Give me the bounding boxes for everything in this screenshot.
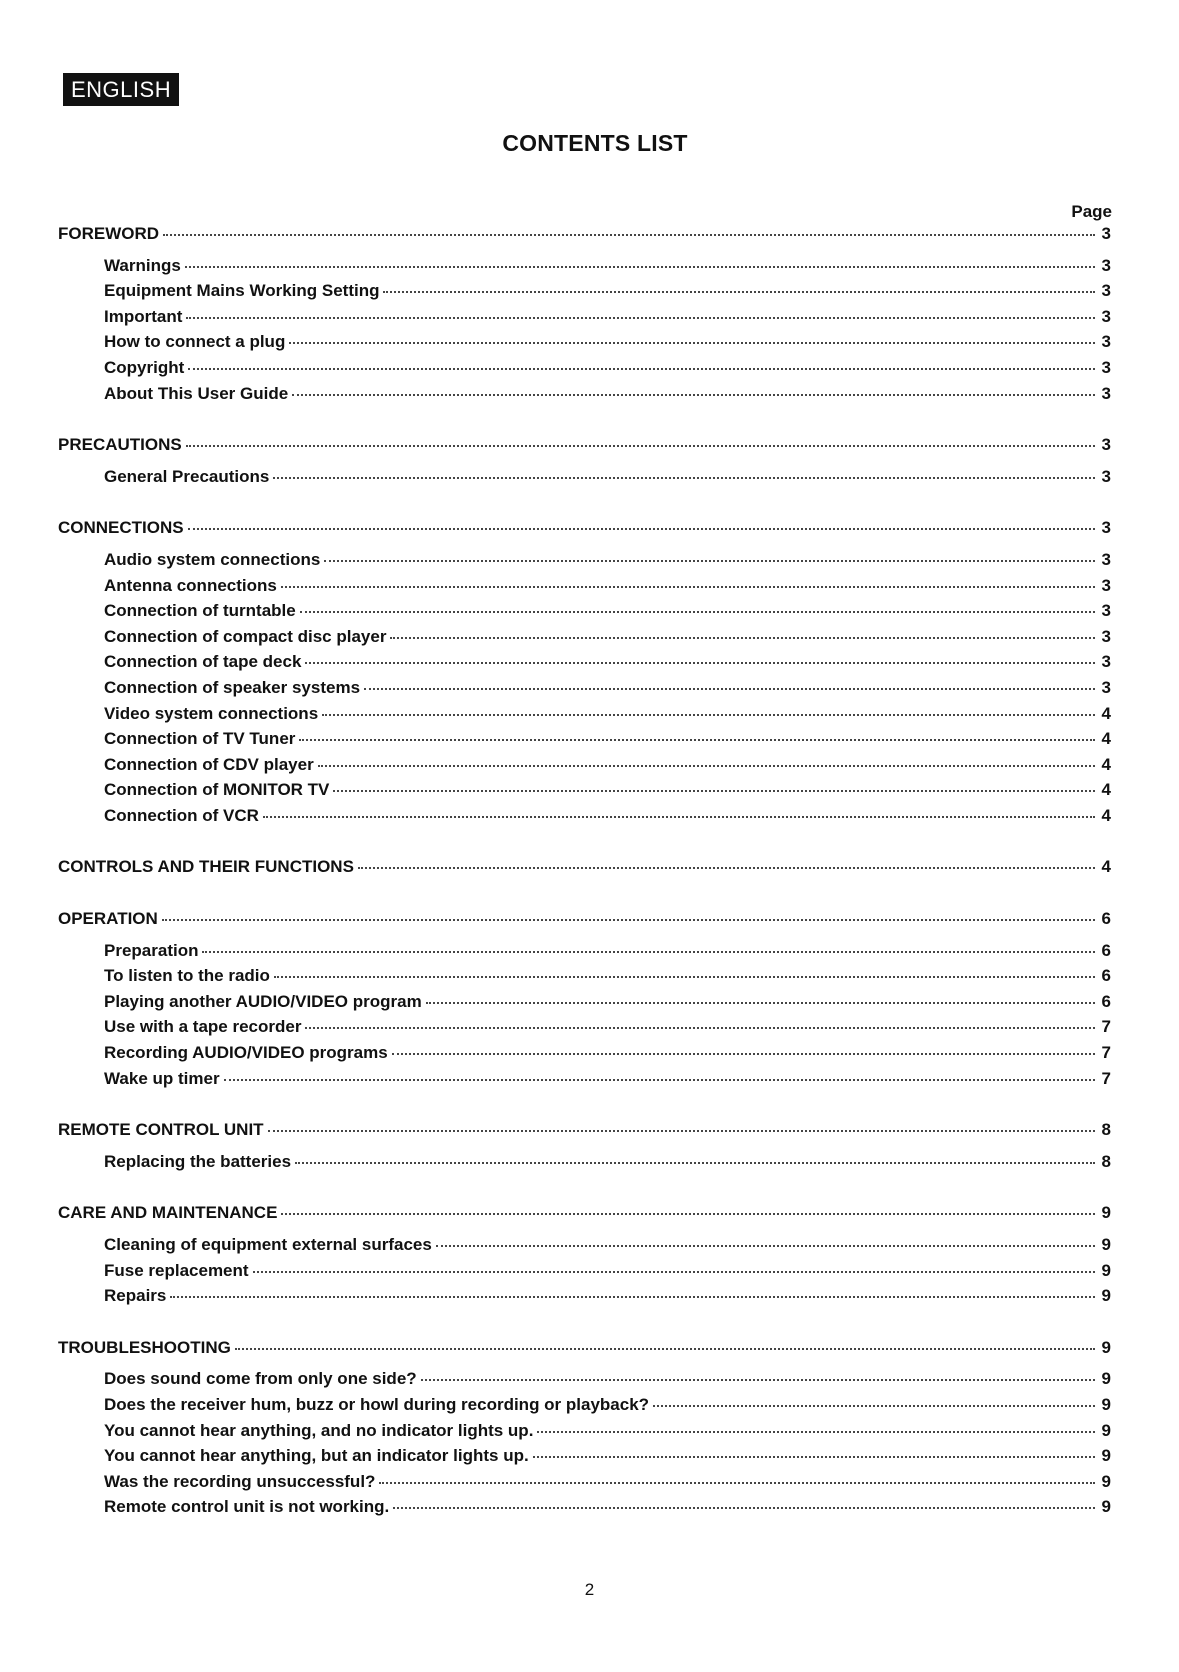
toc-section-title: OPERATION xyxy=(58,909,158,929)
toc-page-ref: 6 xyxy=(1101,909,1111,929)
toc-page-ref: 4 xyxy=(1101,857,1111,877)
toc-page-ref: 3 xyxy=(1101,383,1111,403)
dot-leader xyxy=(292,393,1095,396)
dot-leader xyxy=(305,661,1095,664)
toc-page-ref: 4 xyxy=(1101,729,1111,749)
toc-section xyxy=(58,1203,1111,1311)
toc-entry-label: Does the receiver hum, buzz or howl during recording or playback? xyxy=(104,1394,650,1414)
dot-leader xyxy=(364,687,1095,690)
toc-page-ref: 4 xyxy=(1101,703,1111,723)
toc-entry xyxy=(58,467,1111,493)
toc-entry xyxy=(58,1395,1111,1421)
dot-leader xyxy=(300,610,1095,613)
toc-page-ref: 9 xyxy=(1101,1203,1111,1223)
toc-entry xyxy=(58,1235,1111,1261)
toc-entry-label: Equipment Mains Working Setting xyxy=(104,281,380,301)
toc-entry-label: Copyright xyxy=(104,357,185,377)
toc-section xyxy=(58,1338,1111,1523)
dot-leader xyxy=(333,789,1095,792)
toc-entry xyxy=(58,966,1111,992)
toc-section-heading xyxy=(58,1120,1111,1146)
dot-leader xyxy=(163,233,1095,236)
contents-list xyxy=(58,224,1111,1549)
dot-leader xyxy=(274,975,1095,978)
dot-leader xyxy=(281,585,1095,588)
language-badge: ENGLISH xyxy=(63,73,179,106)
toc-entry xyxy=(58,806,1111,832)
toc-entry-label: How to connect a plug xyxy=(104,332,286,352)
dot-leader xyxy=(383,290,1095,293)
dot-leader xyxy=(202,950,1095,953)
toc-section xyxy=(58,1120,1111,1177)
toc-page-ref: 4 xyxy=(1101,805,1111,825)
toc-entry-label: Connection of turntable xyxy=(104,601,296,621)
toc-entry-label: Does sound come from only one side? xyxy=(104,1369,417,1389)
toc-entry xyxy=(58,755,1111,781)
toc-entry xyxy=(58,1069,1111,1095)
dot-leader xyxy=(324,559,1095,562)
dot-leader xyxy=(162,918,1095,921)
toc-section-heading xyxy=(58,518,1111,544)
toc-page-ref: 3 xyxy=(1101,306,1111,326)
dot-leader xyxy=(358,866,1095,869)
dot-leader xyxy=(653,1404,1095,1407)
toc-entry-label: Preparation xyxy=(104,940,199,960)
toc-page-ref: 7 xyxy=(1101,1043,1111,1063)
toc-page-ref: 4 xyxy=(1101,780,1111,800)
toc-entry-label: Important xyxy=(104,306,183,326)
dot-leader xyxy=(170,1295,1095,1298)
toc-entry-label: Connection of MONITOR TV xyxy=(104,780,330,800)
toc-page-ref: 3 xyxy=(1101,332,1111,352)
toc-section-title: CARE AND MAINTENANCE xyxy=(58,1203,278,1223)
toc-entry xyxy=(58,1497,1111,1523)
toc-section-heading xyxy=(58,224,1111,250)
toc-entry-label: About This User Guide xyxy=(104,383,289,403)
toc-section-heading xyxy=(58,1203,1111,1229)
toc-page-ref: 4 xyxy=(1101,754,1111,774)
toc-entry-label: Fuse replacement xyxy=(104,1260,249,1280)
dot-leader xyxy=(188,527,1095,530)
toc-page-ref: 3 xyxy=(1101,224,1111,243)
toc-entry xyxy=(58,627,1111,653)
dot-leader xyxy=(295,1161,1095,1164)
toc-section-title: TROUBLESHOOTING xyxy=(58,1337,231,1357)
toc-page-ref: 7 xyxy=(1101,1068,1111,1088)
dot-leader xyxy=(393,1506,1095,1509)
toc-section-heading xyxy=(58,1338,1111,1364)
toc-entry xyxy=(58,1421,1111,1447)
toc-entry xyxy=(58,256,1111,282)
toc-entry-label: Connection of CDV player xyxy=(104,754,314,774)
toc-page-ref: 6 xyxy=(1101,966,1111,986)
toc-entry xyxy=(58,729,1111,755)
toc-entry xyxy=(58,550,1111,576)
toc-section xyxy=(58,909,1111,1094)
toc-entry xyxy=(58,601,1111,627)
toc-entry-label: To listen to the radio xyxy=(104,966,270,986)
dot-leader xyxy=(186,316,1095,319)
dot-leader xyxy=(224,1078,1095,1081)
dot-leader xyxy=(436,1244,1095,1247)
dot-leader xyxy=(289,341,1095,344)
dot-leader xyxy=(273,476,1095,479)
toc-entry xyxy=(58,992,1111,1018)
toc-page-ref: 3 xyxy=(1101,281,1111,301)
toc-section xyxy=(58,224,1111,409)
toc-section xyxy=(58,857,1111,883)
toc-page-ref: 9 xyxy=(1101,1394,1111,1414)
toc-page-ref: 9 xyxy=(1101,1497,1111,1517)
dot-leader xyxy=(253,1270,1095,1273)
dot-leader xyxy=(186,444,1095,447)
toc-section-title: PRECAUTIONS xyxy=(58,435,182,455)
toc-entry-label: Warnings xyxy=(104,255,181,275)
dot-leader xyxy=(322,713,1095,716)
toc-entry xyxy=(58,1261,1111,1287)
dot-leader xyxy=(299,738,1095,741)
toc-page-ref: 9 xyxy=(1101,1446,1111,1466)
toc-entry xyxy=(58,1369,1111,1395)
toc-entry-label: Antenna connections xyxy=(104,575,277,595)
toc-entry-label: Replacing the batteries xyxy=(104,1151,292,1171)
toc-section-title: CONNECTIONS xyxy=(58,518,184,538)
page-title: CONTENTS LIST xyxy=(502,130,688,156)
toc-entry-label: Repairs xyxy=(104,1286,167,1306)
page-number: 2 xyxy=(584,1580,595,1599)
toc-page-ref: 9 xyxy=(1101,1337,1111,1357)
toc-entry xyxy=(58,384,1111,410)
dot-leader xyxy=(421,1378,1095,1381)
toc-entry xyxy=(58,652,1111,678)
toc-entry-label: Wake up timer xyxy=(104,1068,220,1088)
toc-page-ref: 3 xyxy=(1101,626,1111,646)
toc-page-ref: 3 xyxy=(1101,677,1111,697)
dot-leader xyxy=(426,1001,1095,1004)
toc-page-ref: 9 xyxy=(1101,1260,1111,1280)
toc-entry xyxy=(58,1043,1111,1069)
toc-page-ref: 3 xyxy=(1101,575,1111,595)
toc-entry-label: Playing another AUDIO/VIDEO program xyxy=(104,991,422,1011)
dot-leader xyxy=(235,1347,1095,1350)
toc-entry xyxy=(58,1472,1111,1498)
toc-page-ref: 3 xyxy=(1101,601,1111,621)
toc-section-title: FOREWORD xyxy=(58,224,160,243)
dot-leader xyxy=(379,1481,1095,1484)
toc-entry-label: Connection of VCR xyxy=(104,805,259,825)
toc-entry xyxy=(58,1446,1111,1472)
toc-entry-label: Audio system connections xyxy=(104,549,321,569)
dot-leader xyxy=(263,815,1095,818)
dot-leader xyxy=(305,1026,1095,1029)
toc-entry xyxy=(58,1286,1111,1312)
toc-page-ref: 3 xyxy=(1101,549,1111,569)
dot-leader xyxy=(318,764,1095,767)
toc-entry-label: Remote control unit is not working. xyxy=(104,1497,390,1517)
toc-section-title: REMOTE CONTROL UNIT xyxy=(58,1120,264,1140)
toc-entry-label: Cleaning of equipment external surfaces xyxy=(104,1235,432,1254)
dot-leader xyxy=(537,1430,1095,1433)
toc-page-ref: 9 xyxy=(1101,1369,1111,1389)
dot-leader xyxy=(390,636,1095,639)
toc-entry-label: You cannot hear anything, and no indicator lights up. xyxy=(104,1420,534,1440)
toc-entry-label: Connection of speaker systems xyxy=(104,677,361,697)
toc-entry xyxy=(58,576,1111,602)
toc-page-ref: 3 xyxy=(1101,357,1111,377)
dot-leader xyxy=(533,1455,1095,1458)
toc-entry xyxy=(58,307,1111,333)
toc-section xyxy=(58,518,1111,831)
toc-entry xyxy=(58,941,1111,967)
toc-section-heading xyxy=(58,909,1111,935)
toc-section-heading xyxy=(58,435,1111,461)
toc-entry-label: Video system connections xyxy=(104,703,319,723)
dot-leader xyxy=(281,1212,1095,1215)
toc-page-ref: 3 xyxy=(1101,435,1111,455)
toc-entry xyxy=(58,780,1111,806)
toc-entry xyxy=(58,281,1111,307)
toc-page-ref: 8 xyxy=(1101,1151,1111,1171)
toc-section-heading xyxy=(58,857,1111,883)
toc-section-title: CONTROLS AND THEIR FUNCTIONS xyxy=(58,857,354,877)
toc-entry-label: Recording AUDIO/VIDEO programs xyxy=(104,1043,388,1063)
toc-page-ref: 3 xyxy=(1101,466,1111,486)
toc-page-ref: 6 xyxy=(1101,991,1111,1011)
toc-page-ref: 9 xyxy=(1101,1471,1111,1491)
toc-entry xyxy=(58,1152,1111,1178)
toc-entry xyxy=(58,1017,1111,1043)
toc-page-ref: 3 xyxy=(1101,255,1111,275)
toc-entry xyxy=(58,704,1111,730)
toc-page-ref: 8 xyxy=(1101,1120,1111,1140)
toc-entry xyxy=(58,332,1111,358)
dot-leader xyxy=(268,1129,1095,1132)
toc-page-ref: 6 xyxy=(1101,940,1111,960)
toc-entry-label: Was the recording unsuccessful? xyxy=(104,1471,376,1491)
toc-page-ref: 9 xyxy=(1101,1286,1111,1306)
dot-leader xyxy=(188,367,1095,370)
toc-page-ref: 7 xyxy=(1101,1017,1111,1037)
toc-entry-label: Use with a tape recorder xyxy=(104,1017,302,1037)
page-column-header: Page xyxy=(1071,202,1112,221)
toc-page-ref: 3 xyxy=(1101,652,1111,672)
dot-leader xyxy=(392,1052,1095,1055)
toc-entry xyxy=(58,358,1111,384)
toc-page-ref: 9 xyxy=(1101,1420,1111,1440)
toc-page-ref: 3 xyxy=(1101,518,1111,538)
toc-entry-label: Connection of compact disc player xyxy=(104,626,387,646)
toc-page-ref: 9 xyxy=(1101,1235,1111,1254)
toc-entry-label: General Precautions xyxy=(104,466,270,486)
toc-entry-label: Connection of TV Tuner xyxy=(104,729,296,749)
dot-leader xyxy=(185,265,1095,268)
toc-section xyxy=(58,435,1111,492)
toc-entry-label: Connection of tape deck xyxy=(104,652,302,672)
toc-entry-label: You cannot hear anything, but an indicator lights up. xyxy=(104,1446,529,1466)
toc-entry xyxy=(58,678,1111,704)
